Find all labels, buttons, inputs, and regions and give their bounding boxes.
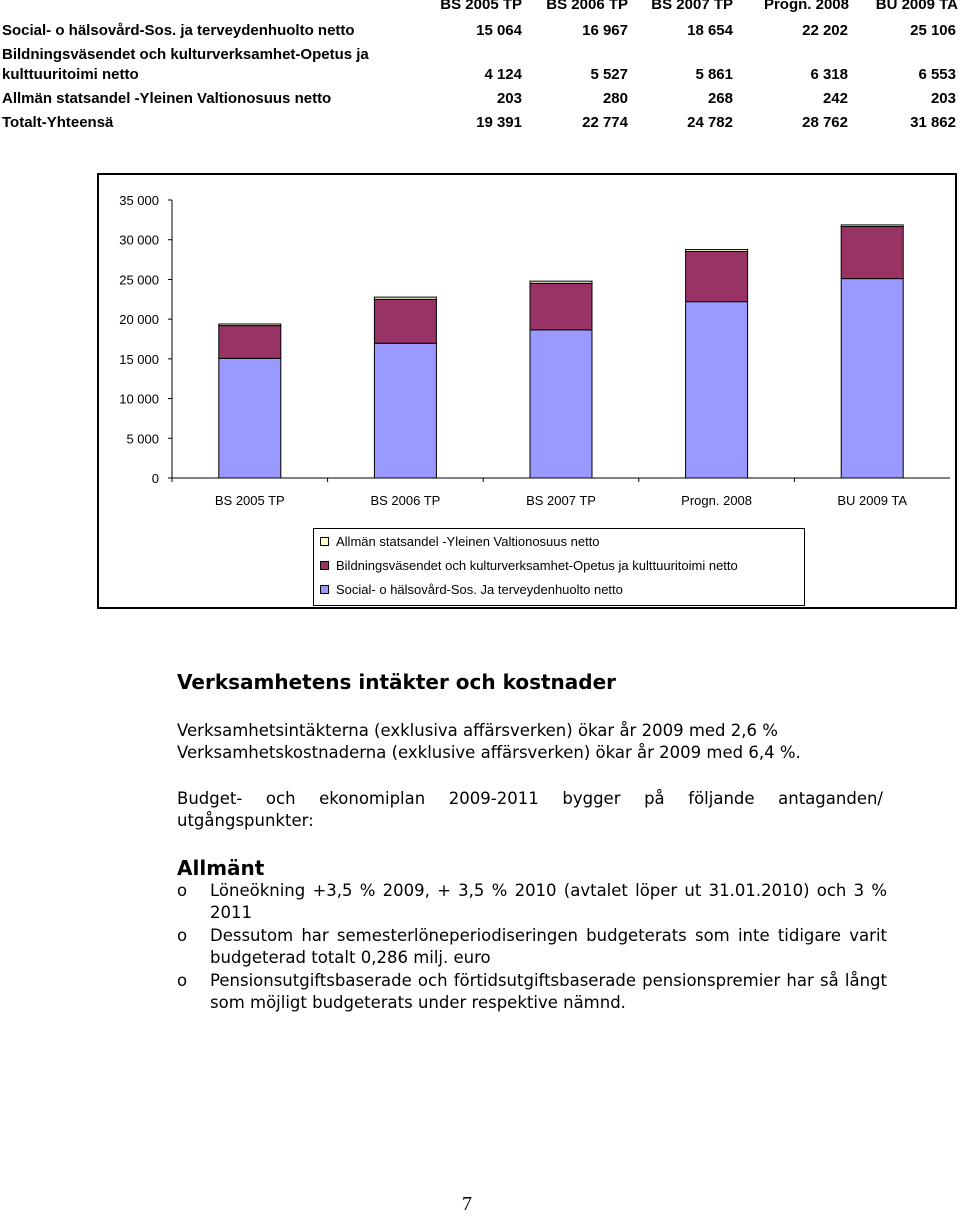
x-tick-label: BS 2007 TP (526, 493, 596, 508)
table-cell: 6 318 (810, 66, 848, 83)
row-label: kulttuuritoimi netto (2, 66, 139, 83)
x-tick-label: BU 2009 TA (837, 493, 908, 508)
bar-segment (219, 324, 281, 326)
table-cell: 31 862 (910, 114, 956, 131)
y-tick-label: 0 (151, 471, 159, 486)
table-cell: 16 967 (582, 22, 628, 39)
bar-segment (219, 326, 281, 359)
column-header: BS 2005 TP (440, 0, 522, 13)
bar-segment (374, 299, 436, 343)
table-cell: 4 124 (484, 66, 522, 83)
legend-swatch (320, 537, 329, 546)
bullet-marker: o (177, 971, 188, 990)
list-item (177, 970, 887, 1014)
paragraph-line: Verksamhetsintäkterna (exklusiva affärsverken) ökar år 2009 med 2,6 % (177, 721, 778, 740)
list-item (177, 925, 887, 969)
table-cell: 18 654 (687, 22, 733, 39)
y-tick-label: 20 000 (119, 312, 159, 328)
x-tick-label: BS 2005 TP (214, 493, 285, 508)
list-item (177, 880, 887, 924)
list-item-text: Pensionsutgiftsbaserade och förtidsutgiftsbaserade pensionspremier har så långt som möjligt budgeterats under respektive nämnd. (210, 971, 887, 1012)
list-item-text: Dessutom har semesterlöneperiodiseringen budgeterats som inte tidigare varit budgeterad totalt 0,286 milj. euro (210, 926, 887, 967)
column-header: BS 2006 TP (546, 0, 628, 13)
y-tick-label: 30 000 (119, 232, 159, 248)
bar-segment (530, 281, 592, 283)
table-cell: 22 202 (802, 22, 848, 39)
list-item-text: Löneökning +3,5 % 2009, + 3,5 % 2010 (avtalet löper ut 31.01.2010) och 3 % 2011 (210, 881, 887, 922)
y-tick-label: 5 000 (126, 431, 159, 447)
bar-segment (686, 251, 748, 301)
table-cell: 203 (930, 90, 956, 107)
table-cell: 22 774 (582, 114, 628, 131)
bar-segment (219, 358, 281, 478)
y-tick-label: 10 000 (119, 391, 159, 407)
bullet-list (177, 880, 887, 1015)
chart-legend (313, 528, 805, 606)
table-cell: 5 527 (590, 66, 628, 83)
bar-segment (530, 283, 592, 330)
y-tick-label: 25 000 (119, 272, 159, 288)
paragraph-line: Verksamhetskostnaderna (exklusive affärsverken) ökar år 2009 med 6,4 %. (177, 743, 801, 762)
bar-segment (374, 343, 436, 478)
row-label: Social- o hälsovård-Sos. ja terveydenhuolto netto (2, 22, 355, 39)
legend-swatch (320, 561, 329, 570)
table-cell: 25 106 (910, 22, 956, 39)
table-cell: 19 391 (476, 114, 522, 131)
legend-label: Bildningsväsendet och kulturverksamhet-Opetus ja kulttuuritoimi netto (336, 558, 738, 573)
bar-segment (530, 330, 592, 478)
bar-segment (841, 279, 903, 478)
column-header: BU 2009 TA (875, 0, 958, 13)
bar-segment (841, 227, 903, 279)
row-label: Allmän statsandel -Yleinen Valtionosuus netto (2, 90, 332, 107)
column-header: Progn. 2008 (763, 0, 849, 13)
table-cell: 268 (707, 90, 733, 107)
table-cell: 24 782 (687, 114, 733, 131)
subheading-general: Allmänt (177, 856, 265, 880)
table-cell: 280 (602, 90, 628, 107)
table-cell: 203 (496, 90, 522, 107)
table-cell: 28 762 (802, 114, 848, 131)
table-cell: 15 064 (476, 22, 522, 39)
page-number: 7 (462, 1193, 472, 1215)
table-cell: 5 861 (695, 66, 733, 83)
bar-segment (686, 302, 748, 478)
section-heading: Verksamhetens intäkter och kostnader (177, 670, 617, 694)
y-tick-label: 35 000 (119, 193, 159, 208)
legend-label: Social- o hälsovård-Sos. Ja terveydenhuolto netto (336, 582, 623, 597)
legend-swatch (320, 585, 329, 594)
table-cell: 6 553 (918, 66, 956, 83)
bullet-marker: o (177, 881, 188, 900)
y-tick-label: 15 000 (119, 351, 159, 367)
bar-segment (374, 297, 436, 299)
x-tick-label: Progn. 2008 (681, 493, 753, 508)
bar-segment (841, 225, 903, 227)
x-tick-label: BS 2006 TP (370, 493, 441, 508)
column-header: BS 2007 TP (651, 0, 733, 13)
row-label-line1: Bildningsväsendet och kulturverksamhet-Opetus ja (2, 46, 369, 63)
legend-label: Allmän statsandel -Yleinen Valtionosuus netto (336, 534, 600, 549)
table-cell: 242 (822, 90, 848, 107)
row-label: Totalt-Yhteensä (2, 114, 114, 131)
bar-segment (686, 250, 748, 252)
bullet-marker: o (177, 926, 188, 945)
paragraph-income-expenses (177, 720, 883, 764)
paragraph-assumptions: Budget- och ekonomiplan 2009-2011 bygger på följande antaganden/ utgångspunkter: (177, 789, 883, 830)
